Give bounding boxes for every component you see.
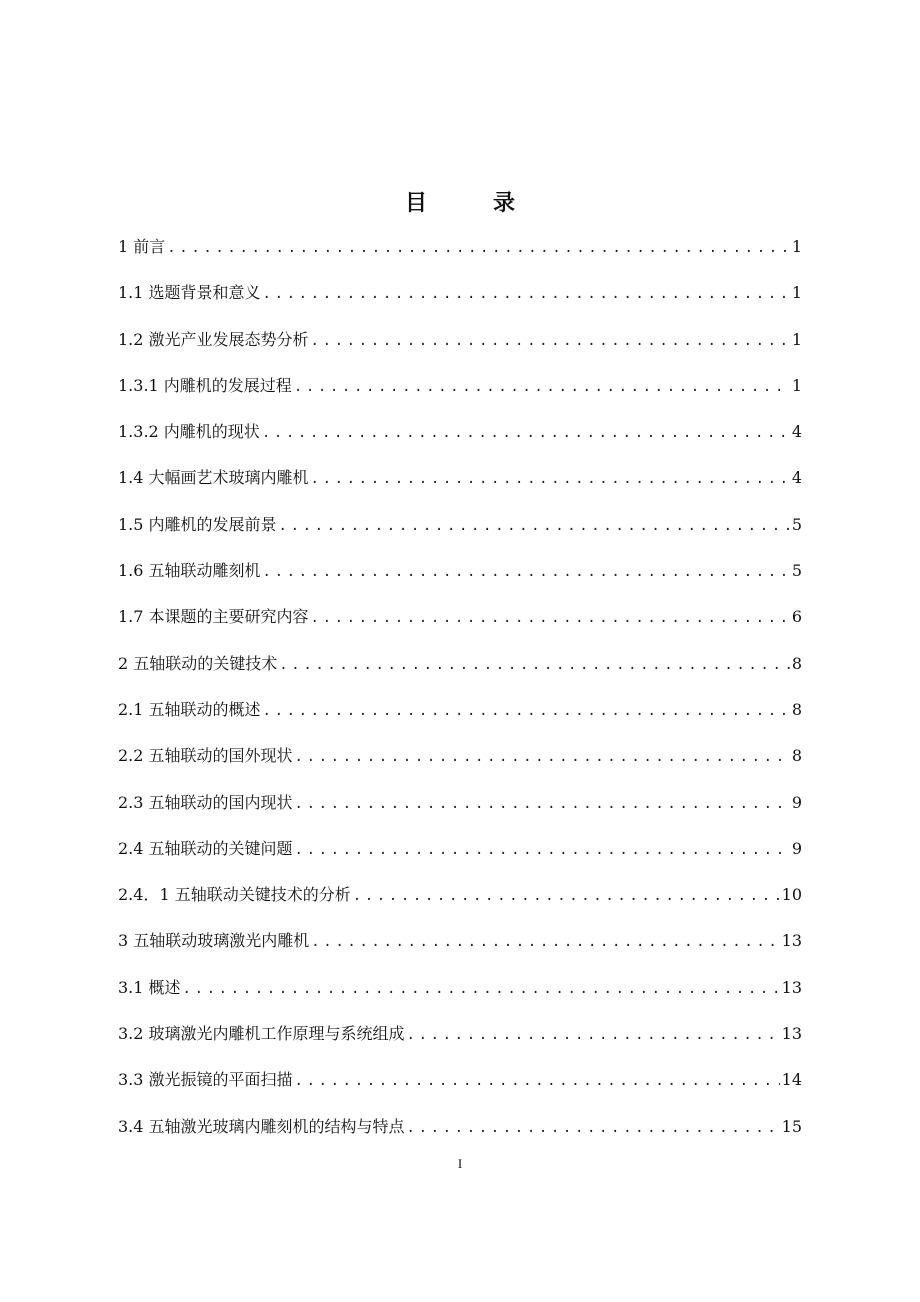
toc-entry-page-number: 8 (791, 746, 802, 766)
toc-dot-leader (295, 1066, 780, 1096)
toc-entry-page-number: 10 (781, 885, 802, 905)
toc-dot-leader (407, 1113, 780, 1143)
table-of-contents (118, 232, 802, 1158)
toc-entry[interactable] (118, 788, 802, 834)
toc-entry-page-number: 13 (781, 977, 802, 997)
toc-entry-label: 1.3.2 内雕机的现状 (118, 422, 260, 442)
toc-entry-page-number: 13 (781, 1024, 802, 1044)
toc-entry-label: 2.3 五轴联动的国内现状 (118, 792, 293, 812)
toc-dot-leader (167, 233, 790, 263)
toc-entry[interactable] (118, 1112, 802, 1158)
toc-entry[interactable] (118, 1065, 802, 1111)
toc-entry[interactable] (118, 695, 802, 741)
toc-entry[interactable] (118, 649, 802, 695)
toc-entry[interactable] (118, 463, 802, 509)
toc-entry[interactable] (118, 834, 802, 880)
toc-entry[interactable] (118, 880, 802, 926)
toc-entry-label: 1.3.1 内雕机的发展过程 (118, 375, 292, 395)
toc-dot-leader (311, 603, 790, 633)
page-title: 目 录 (404, 191, 537, 216)
toc-entry-page-number: 14 (781, 1070, 802, 1090)
toc-entry-page-number: 13 (781, 931, 802, 951)
toc-entry-label: 2.2 五轴联动的国外现状 (118, 746, 293, 766)
toc-entry-page-number: 8 (791, 653, 802, 673)
toc-dot-leader (295, 742, 790, 772)
toc-dot-leader (295, 789, 790, 819)
toc-entry-page-number: 1 (791, 237, 802, 256)
toc-entry[interactable] (118, 417, 802, 463)
toc-entry[interactable] (118, 278, 802, 324)
toc-dot-leader (263, 696, 790, 726)
toc-dot-leader (311, 927, 779, 957)
toc-entry-page-number: 4 (791, 468, 802, 488)
toc-entry-label: 1.2 激光产业发展态势分析 (118, 329, 309, 349)
toc-entry-label: 1.1 选题背景和意义 (118, 283, 261, 303)
toc-entry-label: 3.2 玻璃激光内雕机工作原理与系统组成 (118, 1024, 405, 1044)
toc-entry[interactable] (118, 926, 802, 972)
toc-entry-label: 3.3 激光振镜的平面扫描 (118, 1070, 293, 1090)
toc-entry-page-number: 5 (791, 514, 802, 534)
toc-entry[interactable] (118, 741, 802, 787)
toc-entry-page-number: 6 (791, 607, 802, 627)
toc-dot-leader (311, 326, 790, 356)
toc-entry[interactable] (118, 232, 802, 278)
toc-dot-leader (279, 650, 790, 680)
toc-dot-leader (311, 464, 790, 494)
toc-entry-page-number: 9 (791, 838, 802, 858)
toc-entry[interactable] (118, 602, 802, 648)
toc-entry-page-number: 1 (791, 283, 802, 303)
toc-entry-label: 1.4 大幅画艺术玻璃内雕机 (118, 468, 309, 488)
toc-entry-label: 2 五轴联动的关键技术 (118, 653, 278, 673)
toc-entry-label: 1.5 内雕机的发展前景 (118, 514, 277, 534)
page-number-footer: I (457, 1156, 463, 1171)
toc-entry-label: 2.4 五轴联动的关键问题 (118, 838, 293, 858)
toc-dot-leader (263, 279, 790, 309)
toc-entry-page-number: 9 (791, 792, 802, 812)
toc-entry[interactable] (118, 1019, 802, 1065)
toc-entry-page-number: 1 (791, 375, 802, 395)
toc-dot-leader (295, 835, 790, 865)
toc-entry-label: 1.6 五轴联动雕刻机 (118, 561, 261, 581)
toc-entry-page-number: 4 (791, 422, 802, 442)
toc-entry-label: 1.7 本课题的主要研究内容 (118, 607, 309, 627)
toc-dot-leader (183, 974, 780, 1004)
toc-dot-leader (279, 511, 790, 541)
toc-entry-label: 2.1 五轴联动的概述 (118, 699, 261, 719)
toc-entry-label: 2.4．1 五轴联动关键技术的分析 (118, 885, 351, 905)
toc-entry-page-number: 1 (791, 329, 802, 349)
toc-entry-label: 3 五轴联动玻璃激光内雕机 (118, 931, 310, 951)
toc-entry-label: 3.1 概述 (118, 977, 181, 997)
toc-entry[interactable] (118, 371, 802, 417)
toc-dot-leader (262, 418, 790, 448)
toc-dot-leader (407, 1020, 780, 1050)
toc-entry[interactable] (118, 973, 802, 1019)
toc-entry-page-number: 8 (791, 699, 802, 719)
toc-entry[interactable] (118, 325, 802, 371)
toc-entry-label: 1 前言 (118, 237, 166, 256)
toc-dot-leader (353, 881, 780, 911)
toc-entry-page-number: 5 (791, 561, 802, 581)
toc-entry-page-number: 15 (781, 1116, 802, 1136)
toc-entry-label: 3.4 五轴激光玻璃内雕刻机的结构与特点 (118, 1116, 405, 1136)
toc-entry[interactable] (118, 510, 802, 556)
toc-dot-leader (294, 372, 790, 402)
toc-dot-leader (263, 557, 790, 587)
toc-entry[interactable] (118, 556, 802, 602)
